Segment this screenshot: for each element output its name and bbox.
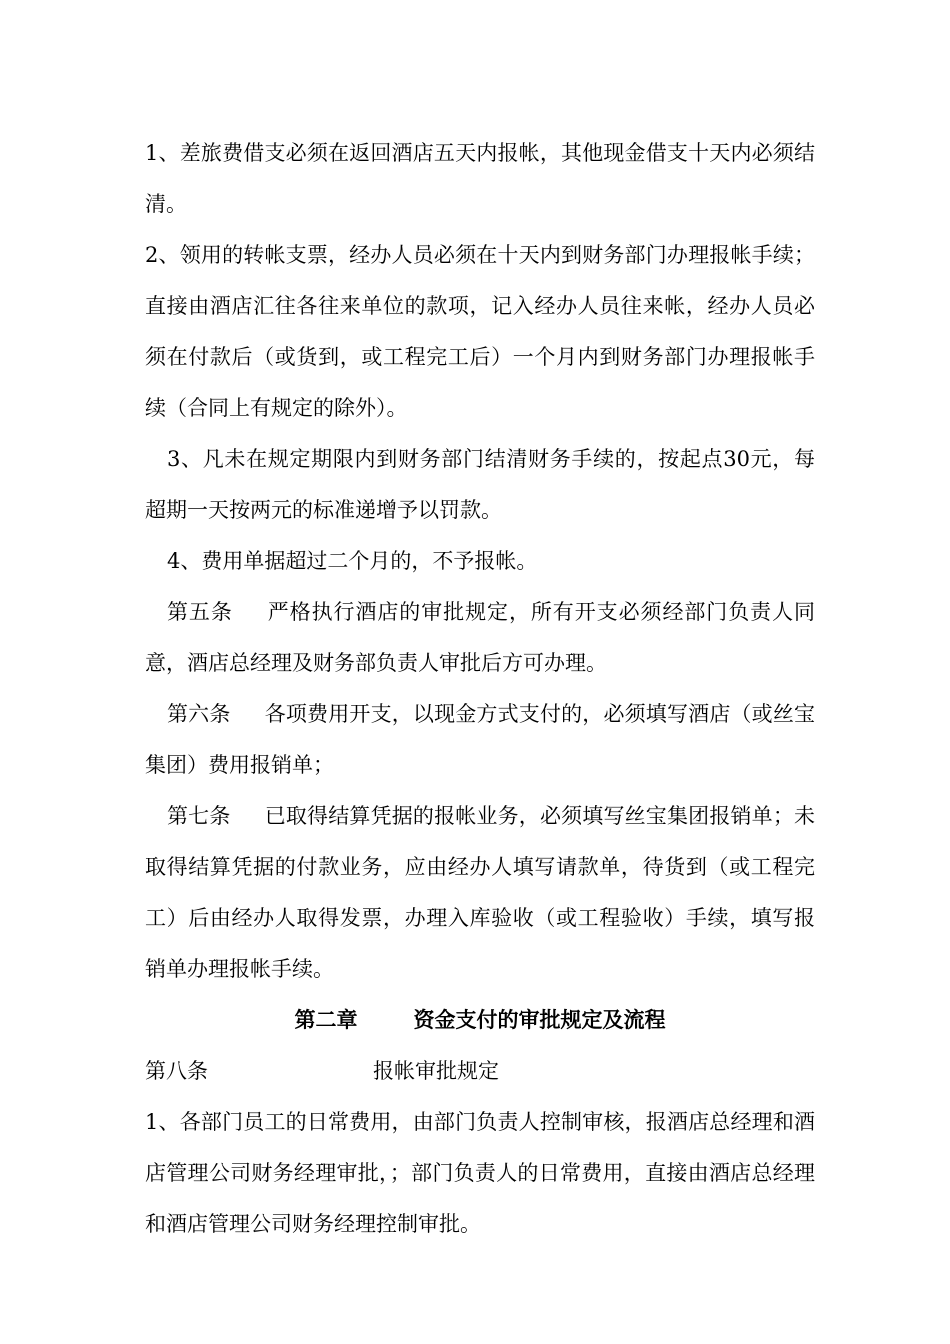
article-5 bbox=[145, 587, 815, 689]
paragraph-3: 3、凡未在规定期限内到财务部门结清财务手续的，按起点30元，每超期一天按两元的标准递增予以罚款。 bbox=[145, 447, 815, 522]
chapter-number: 第二章 bbox=[294, 1008, 358, 1032]
article-8 bbox=[145, 1046, 815, 1097]
document-body bbox=[145, 128, 815, 1250]
article-7-title: 第七条 bbox=[167, 804, 231, 828]
article-5-text: 严格执行酒店的审批规定，所有开支必须经部门负责人同意，酒店总经理及财务部负责人审批后方可办理。 bbox=[145, 600, 816, 675]
article-7-text: 已取得结算凭据的报帐业务，必须填写丝宝集团报销单；未取得结算凭据的付款业务，应由经办人填写请款单，待货到（或工程完工）后由经办人取得发票，办理入库验收（或工程验收）手续，填写报销单办理报帐手续。 bbox=[145, 804, 816, 981]
chapter-title: 资金支付的审批规定及流程 bbox=[413, 1008, 666, 1032]
article-8-text: 报帐审批规定 bbox=[373, 1059, 499, 1083]
paragraph-4: 4、费用单据超过二个月的，不予报帐。 bbox=[167, 549, 538, 573]
article-8-title: 第八条 bbox=[145, 1059, 208, 1083]
paragraph-8-1: 1、各部门员工的日常费用，由部门负责人控制审核，报酒店总经理和酒店管理公司财务经理审批，；部门负责人的日常费用，直接由酒店总经理和酒店管理公司财务经理控制审批。 bbox=[145, 1110, 815, 1236]
paragraph-1: 1、差旅费借支必须在返回酒店五天内报帐，其他现金借支十天内必须结清。 bbox=[145, 141, 815, 216]
article-6-title: 第六条 bbox=[167, 702, 231, 726]
article-6-text: 各项费用开支，以现金方式支付的，必须填写酒店（或丝宝集团）费用报销单； bbox=[145, 702, 816, 777]
article-5-title: 第五条 bbox=[167, 600, 233, 624]
article-7 bbox=[145, 791, 815, 995]
paragraph-2: 2、领用的转帐支票，经办人员必须在十天内到财务部门办理报帐手续；直接由酒店汇往各往来单位的款项，记入经办人员往来帐，经办人员必须在付款后（或货到，或工程完工后）一个月内到财务部门办理报帐手续（合同上有规定的除外）。 bbox=[145, 243, 815, 420]
chapter-heading bbox=[145, 995, 815, 1046]
article-6 bbox=[145, 689, 815, 791]
